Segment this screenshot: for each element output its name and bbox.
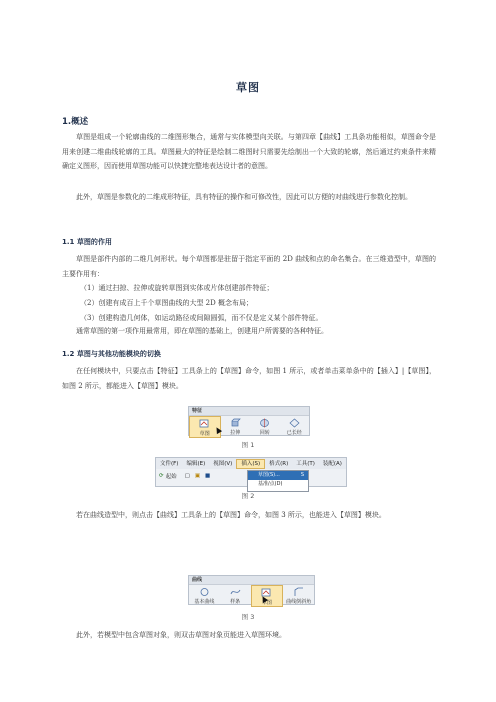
- list-item: （1）通过扫掠、拉伸或旋转草图到实体或片体创建部件特征；: [80, 284, 274, 292]
- figure-3-caption: 图 3: [241, 613, 255, 621]
- curve-chamfer-icon: [293, 587, 304, 597]
- curve-chamfer-label: 曲线倒斜角: [286, 599, 312, 605]
- switch-paragraph-2: [62, 508, 436, 523]
- sketch-role-summary: [62, 324, 436, 339]
- figure-1-feature-toolbar: [188, 406, 310, 436]
- toolbar-header: 曲线: [189, 576, 314, 585]
- revolve-button[interactable]: [250, 416, 280, 438]
- toolbar-header: 特征: [189, 407, 309, 416]
- sketch-button-label: 草图: [199, 431, 210, 437]
- menu-tools[interactable]: 工具(T): [296, 460, 315, 467]
- extrude-button-label: 拉伸: [230, 430, 241, 436]
- sketch-button-label: 草图: [261, 600, 272, 606]
- start-button[interactable]: 起始: [165, 474, 177, 480]
- sketch-role-summary-text: 通常草图的第一项作用最常用，即在草图的基础上，创建用户所需要的各种特征。: [76, 327, 328, 335]
- sweep-button[interactable]: [280, 416, 310, 438]
- revolve-icon: [259, 418, 270, 428]
- menu-bar: [156, 458, 346, 469]
- switch-paragraph-3: [62, 628, 436, 643]
- sweep-icon: [289, 418, 300, 428]
- figure-3-curve-toolbar: [188, 575, 315, 605]
- menu-insert[interactable]: 插入(S): [236, 459, 265, 469]
- menu-file[interactable]: 文件(F): [160, 460, 179, 467]
- extrude-button[interactable]: [221, 416, 251, 438]
- new-file-icon[interactable]: ▢: [184, 473, 190, 479]
- sketch-icon: [199, 419, 210, 429]
- basic-curve-icon: [199, 587, 210, 597]
- switch-paragraph-1-text: 在任何模块中，只要点击【特征】工具条上的【草图】命令，如图 1 所示，或者单击菜单条中的【插入】|【草图】，如图 2 所示，都能进入【草图】模块。: [62, 367, 436, 390]
- switch-paragraph-2-text: 若在曲线造型中，则点击【曲线】工具条上的【草图】命令，如图 3 所示，也能进入【草图】模块。: [76, 511, 386, 519]
- menu-item-datum-point[interactable]: 基准/点(D): [258, 481, 283, 487]
- overview-paragraph-2: [62, 190, 436, 205]
- sketch-role-paragraph-text: 草图是部件内部的二维几何形状。每个草图都是驻留于指定平面的 2D 曲线和点的命名集合。在三维造型中，草图的主要作用有：: [62, 255, 436, 278]
- start-icon: ⟳: [159, 473, 164, 479]
- insert-dropdown-menu: [247, 470, 309, 492]
- menu-view[interactable]: 视图(V): [213, 460, 233, 467]
- spline-label: 样条: [230, 599, 241, 605]
- sketch-role-paragraph: [62, 252, 436, 281]
- spline-icon: [230, 587, 241, 597]
- spline-button[interactable]: [220, 585, 251, 607]
- switch-paragraph-1: [62, 364, 436, 393]
- overview-paragraph-1-text: 草图是组成一个轮廓曲线的二维图形集合，通常与实体模型向关联。与第四章【曲线】工具条功能相似，草图命令是用来创建二维曲线轮廓的工具。草图最大的特征是绘制二维图时只需要先绘制出一个大致的轮廓，然后通过约束条件来精确定义图形，因而使用草图功能可以快捷完整地表达设计者的意图。: [62, 133, 436, 170]
- list-item: （2）创建有成百上千个草图曲线的大型 2D 概念布局；: [80, 299, 253, 307]
- extrude-icon: [230, 418, 241, 428]
- save-icon[interactable]: ■: [205, 473, 211, 479]
- overview-paragraph-1: [62, 130, 436, 174]
- curve-chamfer-button[interactable]: [283, 585, 314, 607]
- overview-paragraph-2-text: 此外，草图是参数化的二维成形特征，具有特征的操作和可修改性，因此可以方便的对曲线进行参数化控制。: [76, 193, 412, 201]
- shortcut-label: S: [300, 472, 304, 478]
- menu-assembly[interactable]: 装配(A): [322, 460, 342, 467]
- section-heading-switch-modules: 1.2 草图与其他功能模块的切换: [62, 350, 161, 358]
- section-heading-sketch-role: 1.1 草图的作用: [62, 238, 112, 246]
- menu-item-sketch[interactable]: 草图(S)... S: [248, 471, 308, 480]
- page-title: 草图: [236, 81, 260, 94]
- basic-curve-label: 基本曲线: [194, 599, 215, 605]
- menu-format[interactable]: 格式(R): [269, 460, 289, 467]
- open-file-icon[interactable]: ▣: [194, 473, 201, 479]
- figure-1-caption: 图 1: [241, 441, 255, 449]
- sweep-button-label: 已长经: [286, 430, 302, 436]
- section-heading-overview: 1.概述: [62, 117, 89, 127]
- sketch-button[interactable]: [251, 585, 284, 607]
- figure-2-insert-menu: [155, 457, 347, 487]
- switch-paragraph-3-text: 此外，若模型中包含草图对象，则双击草图对象页能进入草图环境。: [76, 631, 286, 639]
- basic-curve-button[interactable]: [189, 585, 220, 607]
- menu-edit[interactable]: 编辑(E): [186, 460, 206, 467]
- list-item: （3）创建构造几何体，如运动路径或间隙圆弧，而不仅是定义某个部件特征。: [80, 314, 323, 322]
- revolve-button-label: 回转: [259, 430, 270, 436]
- figure-2-caption: 图 2: [241, 492, 255, 500]
